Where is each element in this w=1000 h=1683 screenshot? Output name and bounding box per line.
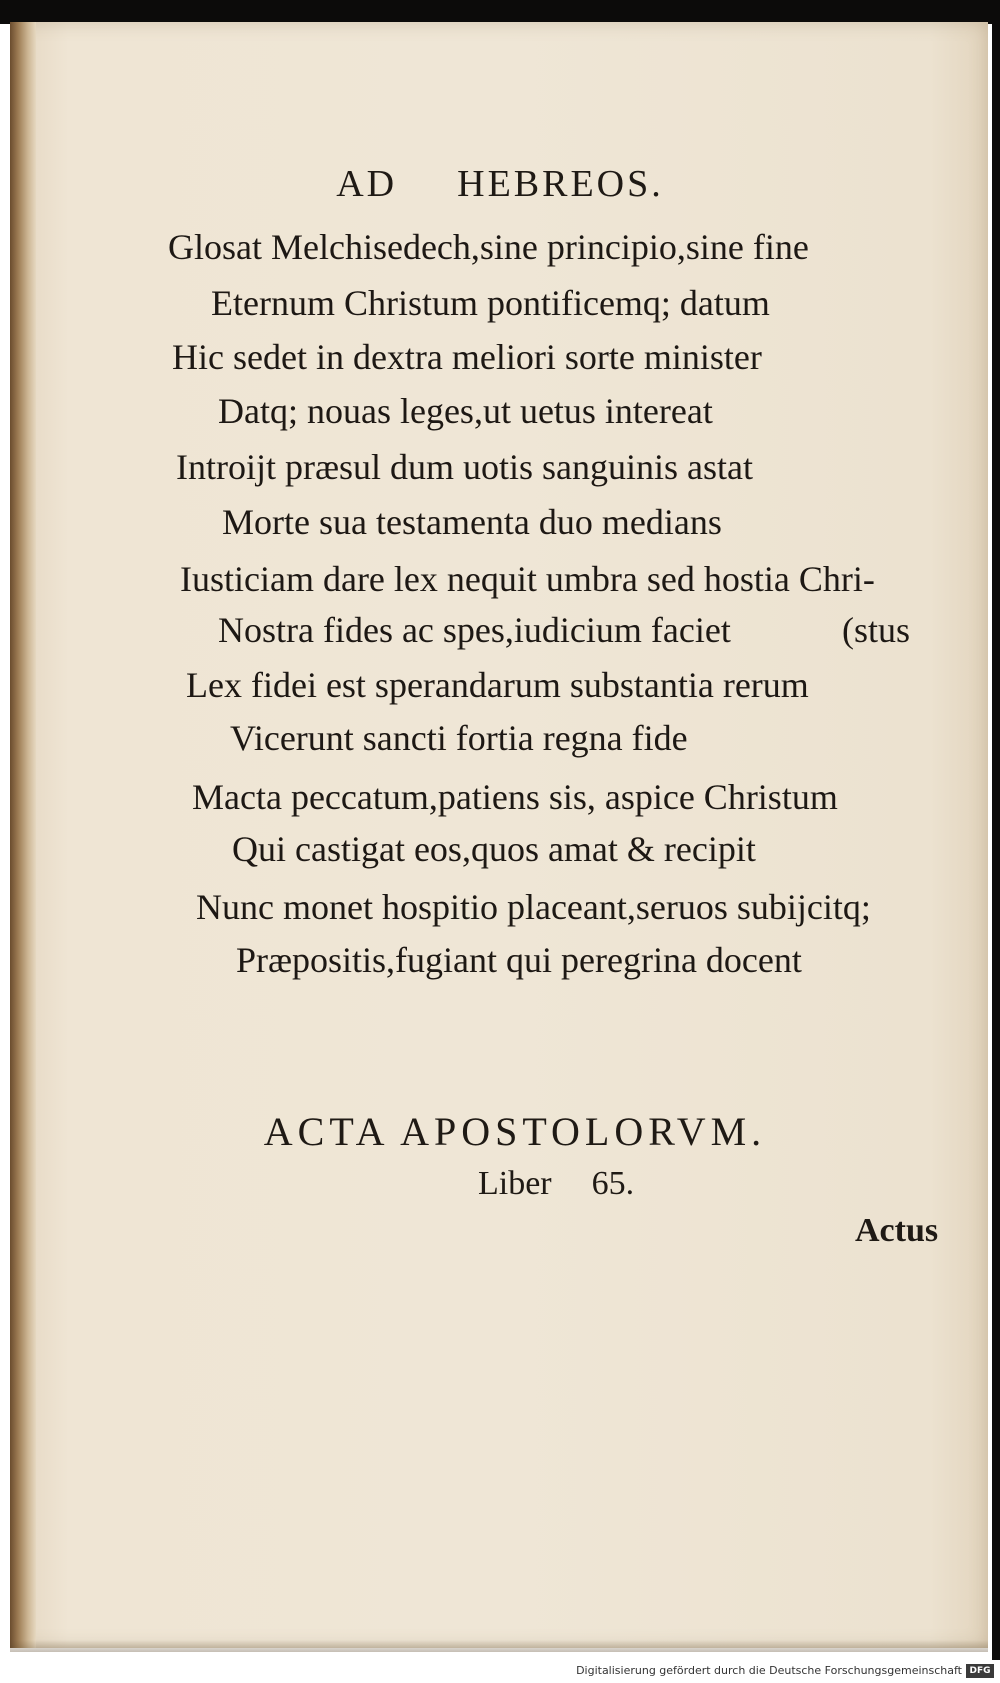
verse-line-10: Vicerunt sancti fortia regna fide (230, 718, 688, 758)
dfg-logo: DFG (966, 1664, 994, 1678)
verse-turnover: (stus (842, 610, 911, 650)
verse-line-2: Eternum Christum pontificemq; datum (211, 283, 770, 323)
verse-line-12: Qui castigat eos,quos amat & recipit (232, 829, 756, 869)
verse-line-5: Introijt præsul dum uotis sanguinis astat (176, 447, 753, 487)
scan-border-right (992, 0, 1000, 1660)
verse-line-7: Iusticiam dare lex nequit umbra sed hostia Chri- (180, 559, 875, 599)
liber-label: Liber (478, 1165, 552, 1202)
running-head (0, 162, 1000, 206)
catchword: Actus (855, 1212, 939, 1249)
verse-line-11: Macta peccatum,patiens sis, aspice Christum (192, 777, 838, 817)
verse-line-1: Glosat Melchisedech,sine principio,sine fine (168, 227, 809, 267)
page-bottom-edge (10, 1640, 988, 1652)
page-spine-edge (10, 22, 36, 1648)
running-head-word-2: HEBREOS. (457, 163, 664, 205)
liber-heading (478, 1165, 634, 1203)
verse-line-8: Nostra fides ac spes,iudicium faciet (218, 610, 731, 650)
running-head-word-1: AD (336, 163, 398, 205)
liber-number: 65. (591, 1165, 635, 1202)
verse-line-6: Morte sua testamenta duo medians (222, 502, 722, 542)
verse-line-9: Lex fidei est sperandarum substantia rerum (186, 665, 809, 705)
verse-line-14: Præpositis,fugiant qui peregrina docent (236, 940, 802, 980)
verse-line-4: Datq; nouas leges,ut uetus intereat (218, 391, 713, 431)
scan-border-top (0, 0, 1000, 24)
section-title: ACTA APOSTOLORVM. (263, 1109, 767, 1154)
footer-credit: Digitalisierung gefördert durch die Deutsche Forschungsgemeinschaft (576, 1664, 962, 1677)
verse-line-3: Hic sedet in dextra meliori sorte minister (172, 337, 762, 377)
verse-line-13: Nunc monet hospitio placeant,seruos subijcitq; (196, 887, 871, 927)
